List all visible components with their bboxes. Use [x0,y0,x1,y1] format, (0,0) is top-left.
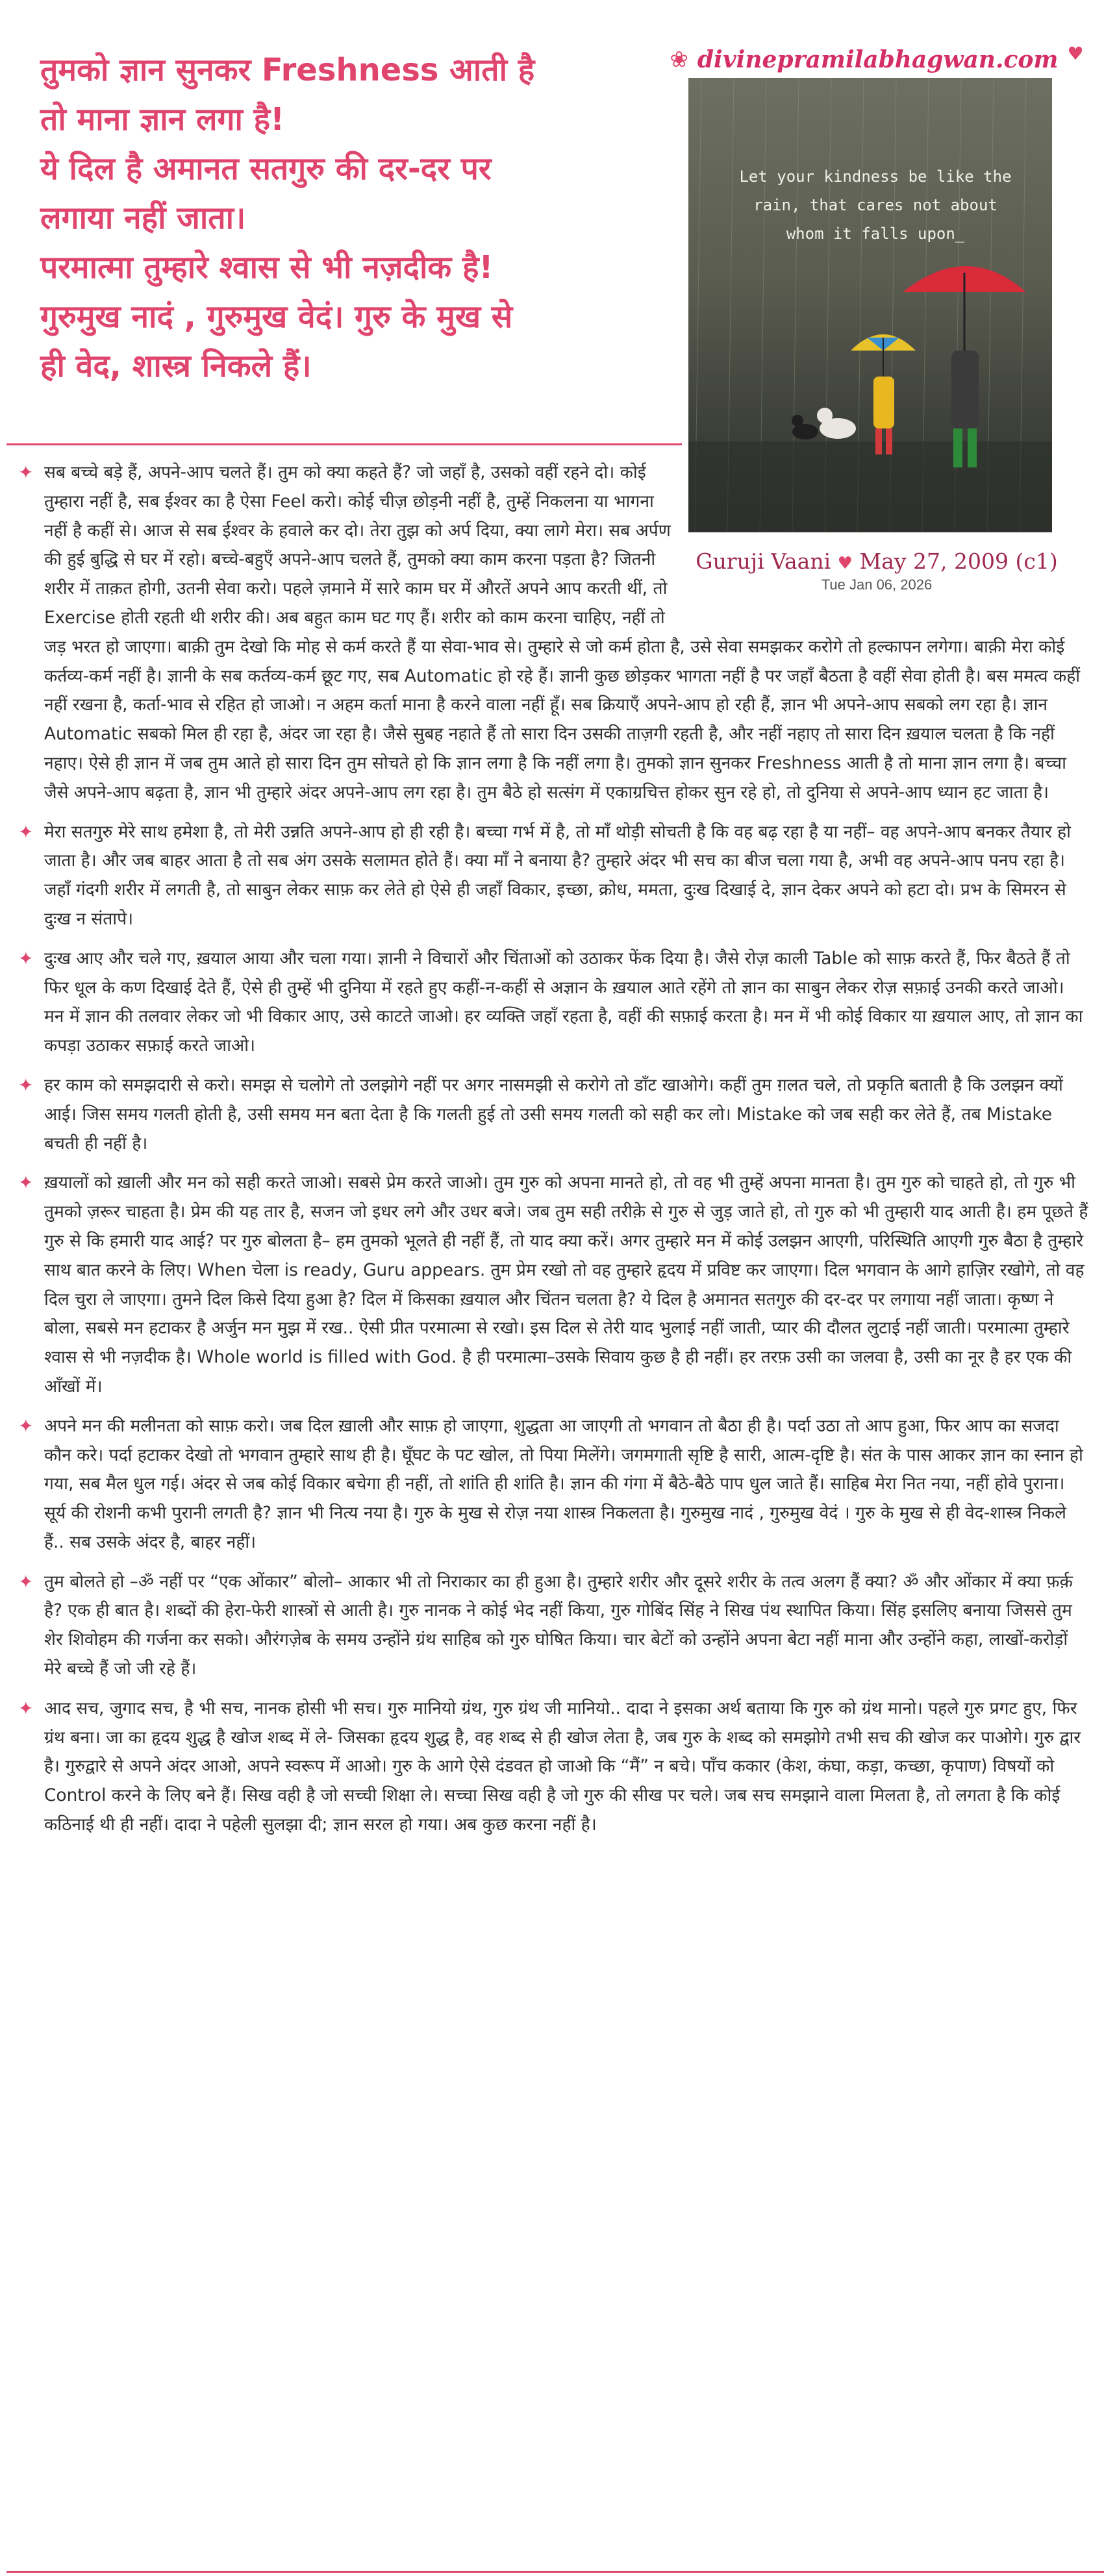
headline-line: ही वेद, शास्त्र निकले हैं। [40,348,312,384]
paragraph-text: मेरा सतगुरु मेरे साथ हमेशा है, तो मेरी उन्नति अपने-आप हो ही रही है। बच्चा गर्भ में है, तो माँ थोड़ी सोचती है कि वह बढ़ रहा है या नहीं– वह अपने-आप बनकर तैयार हो जाता है। और जब बाहर आता है तो सब अंग उसके सलामत होते हैं। क्या माँ ने बनाया है? तुम्हारे अंदर भी सच का बीज चला गया है, अभी वह अपने-आप पनप रहा है। जहाँ गंदगी शरीर में लगती है, तो साबुन लेकर साफ़ कर लेते हो ऐसे ही जहाँ विकार, इच्छा, क्रोध, ममता, दुःख दिखाई दे, ज्ञान देकर अपने को हटा दो। प्रभ के सिमरन से दुःख न संतापे। [44,821,1072,929]
brand-site: divinepramilabhagwan.com [697,46,1059,73]
paragraph-text: ख़यालों को ख़ाली और मन को सही करते जाओ। सबसे प्रेम करते जाओ। तुम गुरु को अपना मानते हो, तो वह भी तुम्हें अपना मानता है। तुम गुरु को चाहते हो, तो गुरु भी तुमको ज़रूर चाहता है। प्रेम की यह तार है, सजन जो इधर लगे और उधर बजे। जब तुम सही तरीक़े से गुरु से जुड़ जाते हो, तो गुरु को भी तुम्हारी याद आती है। हम पूछते हैं गुरु से कि हमारी याद आई? पर गुरु बोलता है– हम तुमको भूलते ही नहीं हैं, तो याद क्या करें। अगर तुम्हारे मन में कोई उलझन आएगी, परिस्थिति आएगी गुरु बैठा है तुम्हारे साथ बात करने के लिए। When चेला is ready, Guru appears. तुम प्रेम रखो तो वह तुम्हारे हृदय में प्रविष्ट कर जाएगा। दिल भगवान के आगे हाज़िर रखोगे, तो वह दिल चुरा ले जाएगा। तुमने दिल किसे दिया हुआ है? दिल में किसका ख़याल और चिंतन चलता है? ये दिल है अमानत सतगुरु की दर-दर पर लगाया नहीं जाता। कृष्ण ने बोला, सबसे मन हटाकर है अर्जुन मन मुझ में रख.. ऐसी प्रीत परमात्मा से रखो। इस दिल से तेरी याद भुलाई नहीं जाती, प्यार की दौलत लुटाई नहीं जाती। परमात्मा तुम्हारे श्वास से भी नज़दीक है। Whole world is filled with God. है ही परमात्मा–उसके सिवाय कुछ है ही नहीं। हर तरफ़ उसी का जलवा है, उसी का नूर है हर एक की आँखों में। [44,1172,1088,1396]
paragraph-text: सब बच्चे बड़े हैं, अपने-आप चलते हैं। तुम को क्या कहते हैं? जो जहाँ है, उसको वहीं रहने दो। कोई तुम्हारा नहीं है, सब ईश्वर का है ऐसा Feel करो। कोई चीज़ छोड़नी नहीं है, तुम्हें निकलना या भागना नहीं है कहीं से। आज से सब ईश्वर के हवाले कर दो। तेरा तुझ को अर्प दिया, क्या लागे मेरा। सब अर्पण की हुई बुद्धि से घर में रहो। बच्चे-बहुएँ अपने-आप चलते हैं, तुमको क्या काम करना पड़ता है? जितनी शरीर में ताक़त होगी, उतनी सेवा करो। पहले ज़माने में सारे काम घर में औरतें अपने आप करती थीं, तो Exercise होती रहती थी शरीर की। अब बहुत काम घट गए हैं। शरीर को काम करना चाहिए, नहीं तो जड़ भरत हो जाएगा। बाक़ी तुम देखो कि मोह से कर्म करते हैं या सेवा-भाव से। तुम्हारे से जो कर्म होता है, उसे सेवा समझकर करोगे तो हल्कापन लगेगा। बाक़ी मेरा कोई कर्तव्य-कर्म नहीं है। ज्ञानी के सब कर्तव्य-कर्म छूट गए, सब Automatic हो रहे हैं। ज्ञानी कुछ छोड़कर भागता नहीं है पर जहाँ बैठता है वहीं सेवा होती है। बस ममत्व कहीं नहीं रखना है, कर्ता-भाव से रहित हो जाओ। न अहम कर्ता माना है करने वाला नहीं हूँ। सब क्रियाएँ अपने-आप हो रही हैं, ज्ञान भी अपने-आप सबको लग रहा है। ज्ञान Automatic सबको मिल ही रहा है, अंदर जा रहा है। जैसे सुबह नहाते हैं तो सारा दिन उसकी ताज़गी रहती है, और नहीं नहाए तो सारा दिन ख़याल चलता है कि नहीं नहाए। ऐसे ही ज्ञान में जब तुम आते हो सारा दिन तुम सोचते हो कि ज्ञान लगा है कि नहीं लगा है। तुमको ज्ञान सुनकर Freshness आती है तो माना ज्ञान लगा है। बच्चा जैसे अपने-आप बढ़ता है, ज्ञान भी तुम्हारे अंदर अपने-आप लग रहा है। तुम बैठे हो सत्संग में एकाग्रचित्त होकर सुन रहे हो, तो दुनिया से अपने-आप ध्यान हट जाता है। [44,462,1081,802]
headline-line: तो माना ज्ञान लगा है! [40,101,285,138]
headline [40,45,657,391]
post-date: Tue Jan 06, 2026 [821,576,933,593]
heart-icon: ♥ [837,554,853,573]
paragraph-text: आद सच, जुगाद सच, है भी सच, नानक होसी भी सच। गुरु मानियो ग्रंथ, गुरु ग्रंथ जी मानियो.. दादा ने इसका अर्थ बताया कि गुरु को ग्रंथ मानो। पहले गुरु प्रगट हुए, फिर ग्रंथ बना। जा का हृदय शुद्ध है खोज शब्द में ले- जिसका हृदय शुद्ध है, वह शब्द से ही खोज लेता है, जब गुरु के शब्द को समझोगे तभी सच की खोज कर पाओगे। गुरु द्वार है। गुरुद्वारे से अपने अंदर आओ, अपने स्वरूप में आओ। गुरु के आगे ऐसे दंडवत हो जाओ कि “मैं” न बचे। पाँच ककार (केश, कंघा, कड़ा, कच्छा, कृपाण) विषयों को Control करने के लिए बने हैं। सिख वही है जो सच्ची शिक्षा ले। सच्चा सिख वही है जो गुरु की सीख पर चले। जब सच समझाने वाला मिलता है, तो लगता है कि कोई कठिनाई थी ही नहीं। दादा ने पहेली सुलझा दी; ज्ञान सरल हो गया। अब कुछ करना नहीं है। [44,1698,1081,1835]
bottom-divider [6,2571,1104,2573]
art-quote-line: whom it falls upon_ [786,225,965,243]
paragraph-text: दुःख आए और चले गए, ख़याल आया और चला गया। ज्ञानी ने विचारों और चिंताओं को उठाकर फेंक दिया है। जैसे रोज़ काली Table को साफ़ करते हैं, फिर बैठते हैं तो फिर धूल के कण दिखाई देते हैं, ऐसे ही तुम्हें भी दुनिया में रहते हुए कहीं-न-कहीं से अज्ञान के ख़याल आते रहेंगे तो ज्ञान का साबुन लेकर रोज़ सफ़ाई उनकी करते जाओ। मन में ज्ञान की तलवार लेकर जो भी विकार आए, उसे काटते जाओ। हर व्यक्ति जहाँ रहता है, वहीं की सफ़ाई करता है। मन में भी कोई विकार या ख़याल आए, तो ज्ञान का कपड़ा उठाकर सफ़ाई करते जाओ। [44,948,1083,1056]
paragraph [18,1071,1088,1158]
paragraph [18,1412,1088,1557]
headline-line: लगाया नहीं जाता। [40,200,246,236]
bullet-icon: ✦ [18,1570,34,1592]
bullet-icon: ✦ [18,462,34,483]
vaani-title: Guruji Vaani [696,549,831,574]
paragraph [18,1568,1088,1684]
headline-line: ये दिल है अमानत सतगुरु की दर-दर पर [40,151,492,187]
bullet-icon: ✦ [18,1172,34,1194]
paragraph-text: तुम बोलते हो –ॐ नहीं पर “एक ओंकार” बोलो– आकार भी तो निराकार का ही हुआ है। तुम्हारे शरीर और दूसरे शरीर के तत्व अलग हैं क्या? ॐ और ओंकार में क्या फ़र्क़ है? एक ही बात है। शब्दों की हेरा-फेरी शास्त्रों से आती है। गुरु नानक ने कोई भेद नहीं किया, गुरु गोबिंद सिंह ने सिख पंथ स्थापित किया। सिंह इसलिए बनाया जिससे तुम शेर शिवोहम की गर्जना कर सको। औरंगज़ेब के समय उन्होंने ग्रंथ साहिब को गुरु घोषित किया। चार बेटों को उन्होंने अपना बेटा नहीं माना और उन्होंने कहा, लाखों-करोड़ों मेरे बच्चे हैं जो जी रहे हैं। [44,1571,1073,1679]
art-quote [726,162,1025,248]
paragraph-text: अपने मन की मलीनता को साफ़ करो। जब दिल ख़ाली और साफ़ हो जाएगा, शुद्धता आ जाएगी तो भगवान तो बैठा ही है। पर्दा उठा तो आप हुआ, फिर आप का सजदा कौन करे। पर्दा हटाकर देखो तो भगवान तुम्हारे साथ ही है। घूँघट के पट खोल, तो पिया मिलेंगे। जगमगाती सृष्टि है सारी, आत्म-दृष्टि है। संत के पास आकर ज्ञान का स्नान हो गया, सब मैल धुल गई। अंदर से जब कोई विकार बचेगा ही नहीं, तो शांति ही शांति है। ज्ञान की गंगा में बैठे-बैठे पाप धुल जाते हैं। साहिब मेरा नित नया, नहीं होवे पुराना। सूर्य की रोशनी कभी पुरानी लगती है? ज्ञान भी नित्य नया है। गुरु के मुख से रोज़ नया शास्त्र निकलता है। गुरुमुख नादं , गुरुमुख वेदं । गुरु के मुख से ही वेद-शास्त्र निकले हैं.. सब उसके अंदर है, बाहर नहीं। [44,1415,1083,1552]
bullet-icon: ✦ [18,947,34,969]
headline-line: तुमको ज्ञान सुनकर Freshness आती है [40,52,535,88]
bullet-icon: ✦ [18,1074,34,1096]
bullet-icon: ✦ [18,1697,34,1719]
paragraph [18,1694,1088,1840]
paragraph [18,945,1088,1061]
header [0,0,1104,435]
paragraph-text: हर काम को समझदारी से करो। समझ से चलोगे तो उलझोगे नहीं पर अगर नासमझी से करोगे तो डाँट खाओगे। कहीं तुम ग़लत चले, तो प्रकृति बताती है कि उलझन क्यों आई। जिस समय गलती होती है, उसी समय मन बता देता है कि गलती हुई तो उसी समय गलती को सही कर लो। Mistake को जब सही कर लेते हैं, तब Mistake बचती ही नहीं है। [44,1074,1063,1154]
paragraph [18,818,1088,934]
article-body [18,458,1088,1850]
vaani-date: May 27, 2009 (c1) [859,549,1058,574]
lotus-icon: ❀ [670,47,688,73]
headline-line: गुरुमुख नादं , गुरुमुख वेदं। गुरु के मुख से [40,299,513,335]
heart-icon: ♥ [1067,42,1084,64]
art-quote-line: Let your kindness be like the [739,167,1012,186]
brand [670,40,1084,79]
art-quote-line: rain, that cares not about [753,196,997,214]
paragraph [18,1169,1088,1401]
paragraph [18,458,1088,808]
top-divider [6,443,682,445]
bullet-icon: ✦ [18,821,34,843]
headline-line: परमात्मा तुम्हारे श्वास से भी नज़दीक है! [40,249,494,286]
bullet-icon: ✦ [18,1415,34,1437]
